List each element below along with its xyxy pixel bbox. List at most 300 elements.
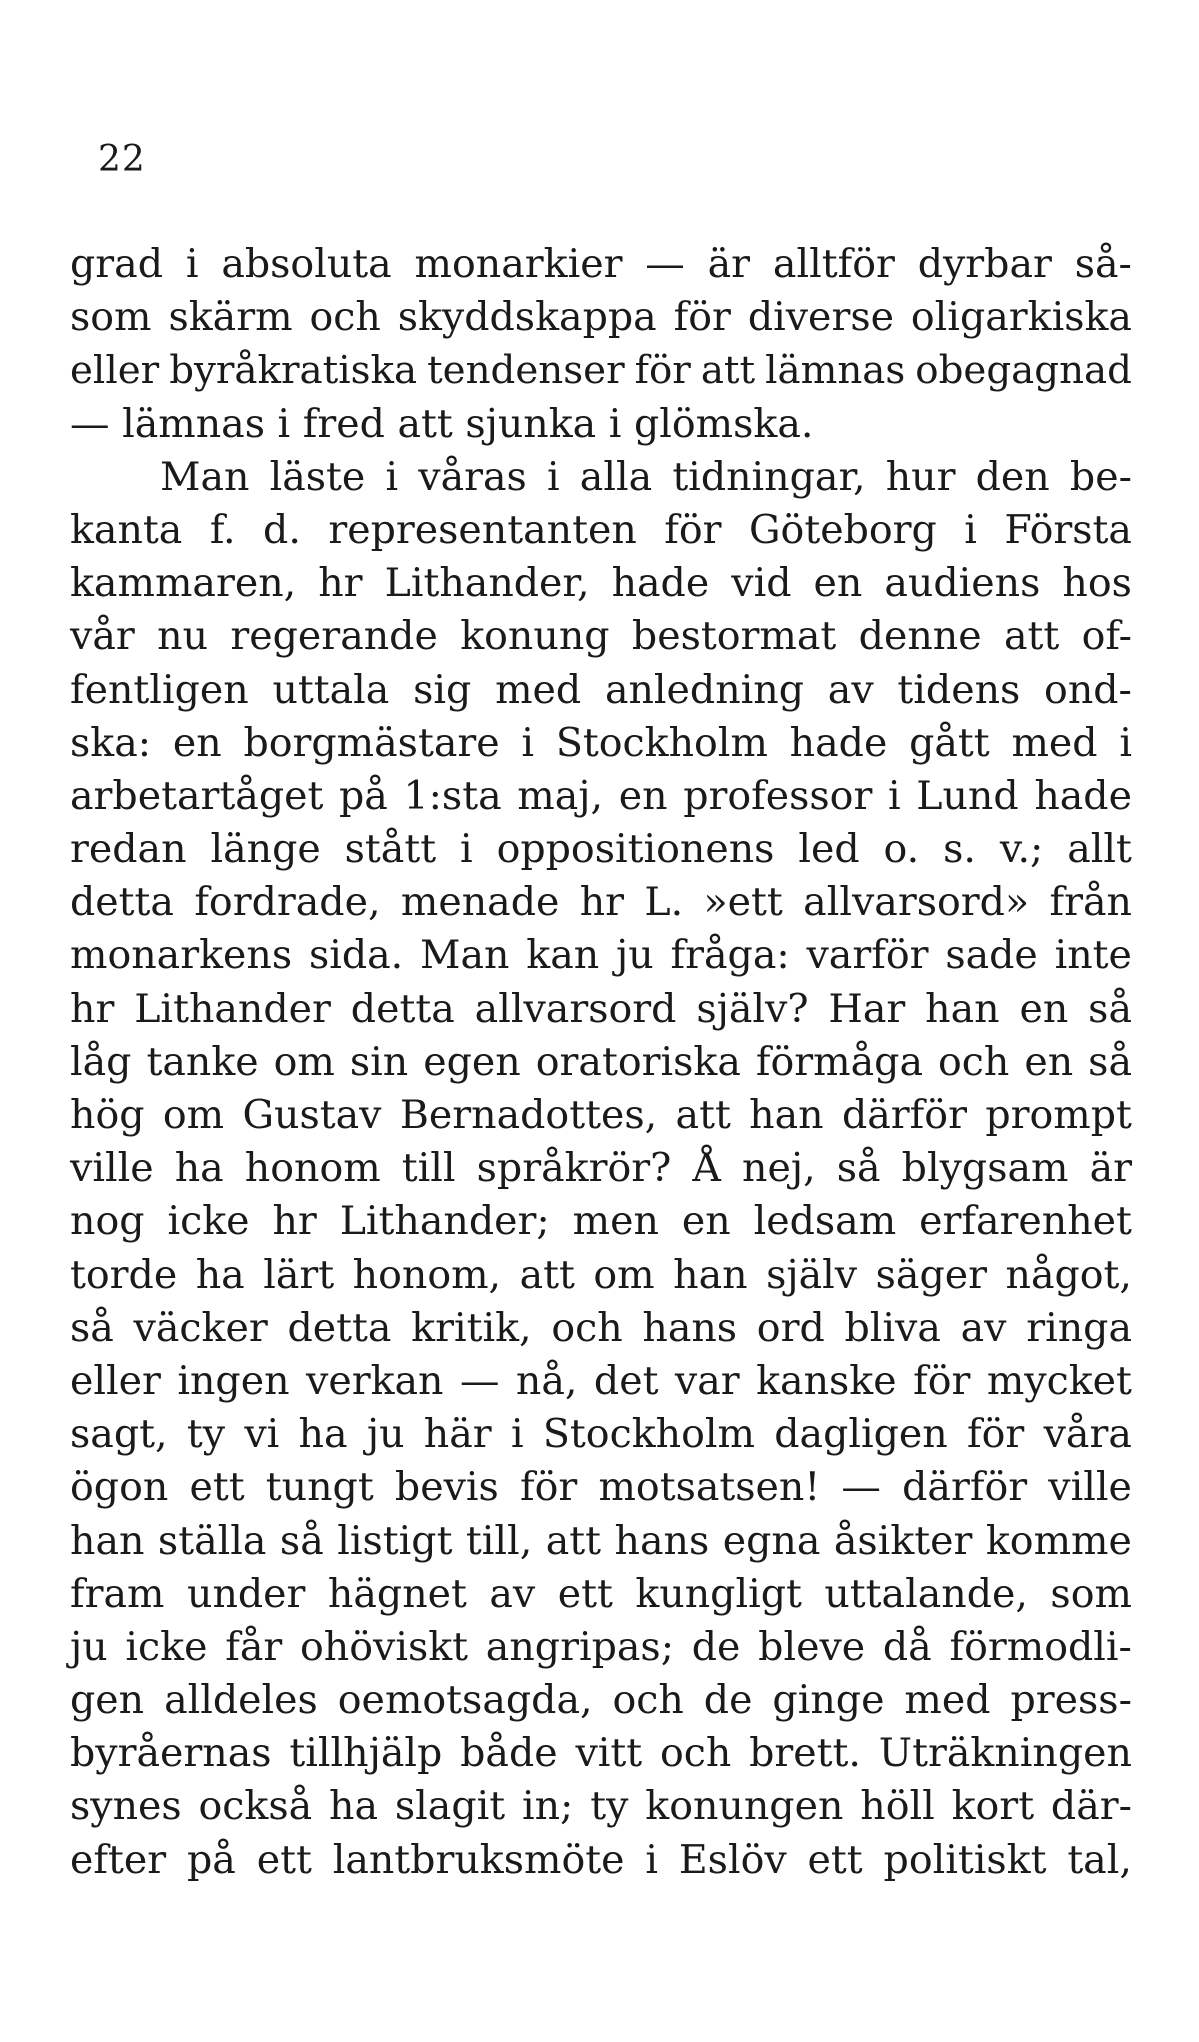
word: s.	[943, 826, 976, 873]
word: ginge	[772, 1677, 885, 1724]
text-line	[70, 1302, 1132, 1355]
word: han	[749, 1092, 824, 1138]
word: slagit	[394, 1783, 506, 1830]
word: för	[664, 506, 722, 553]
word: ha	[329, 1783, 379, 1830]
word: i	[277, 400, 291, 447]
text-line	[70, 1408, 1132, 1461]
word: om	[162, 1092, 225, 1138]
word: för	[913, 1357, 971, 1404]
text-line	[70, 398, 1132, 451]
word: hr	[70, 985, 115, 1032]
word: honom	[244, 1145, 381, 1192]
word: läste	[269, 453, 366, 500]
word: borgmästare	[243, 719, 500, 766]
text-line	[70, 1621, 1132, 1674]
word: förmodli-	[949, 1623, 1132, 1670]
word: att	[397, 400, 453, 447]
word: icke	[125, 1623, 208, 1670]
text-line	[70, 451, 1132, 504]
word: sin	[349, 1038, 409, 1085]
word: ett	[807, 1836, 863, 1883]
text-line	[70, 1834, 1132, 1887]
word: vitt	[575, 1730, 643, 1777]
word: tillhjälp	[289, 1730, 443, 1777]
word: vid	[731, 560, 792, 607]
word: erfarenhet	[919, 1198, 1132, 1245]
word: är	[707, 241, 751, 287]
word: Lund	[916, 772, 1019, 819]
word: kort	[951, 1783, 1035, 1830]
text-line	[70, 1355, 1132, 1408]
word: hos	[1062, 560, 1132, 607]
word: och	[551, 1304, 623, 1351]
word: Man	[160, 453, 250, 500]
word: oratoriska	[535, 1038, 741, 1085]
word: Å	[692, 1145, 721, 1192]
word: sig	[413, 666, 472, 713]
word: ond-	[1044, 666, 1132, 713]
word: 1:sta	[403, 772, 502, 819]
word: monarkier	[414, 241, 623, 287]
word: angripas;	[485, 1623, 675, 1670]
word: politiskt	[883, 1836, 1047, 1883]
word: och	[309, 294, 381, 341]
word: en	[618, 772, 668, 819]
word: från	[1049, 879, 1132, 926]
word: honom,	[352, 1251, 502, 1298]
word: språkrör?	[476, 1145, 672, 1192]
word: detta	[350, 985, 455, 1032]
word: får	[225, 1623, 283, 1670]
word: säger	[875, 1251, 987, 1298]
text-line	[70, 1142, 1132, 1195]
word: Första	[1004, 506, 1132, 553]
word: både	[460, 1730, 558, 1777]
word: ska:	[70, 719, 152, 766]
word: menade	[400, 879, 560, 926]
word: Lithander	[134, 985, 331, 1032]
word: —	[70, 400, 110, 447]
word: eller	[70, 1357, 161, 1404]
text-line	[70, 876, 1132, 929]
word: hade	[789, 719, 888, 766]
word: med	[495, 666, 582, 713]
word: en	[1019, 985, 1069, 1032]
word: höll	[860, 1783, 935, 1830]
text-line	[70, 504, 1132, 557]
word: diverse	[747, 294, 894, 341]
word: of-	[1081, 613, 1132, 660]
word: ju	[366, 1411, 405, 1458]
text-line	[70, 238, 1132, 291]
word: så	[70, 1304, 114, 1351]
word: torde	[70, 1251, 178, 1298]
word: be-	[1069, 453, 1132, 500]
word: för	[634, 348, 691, 394]
word: under	[187, 1570, 306, 1617]
word: byråkratiska	[169, 348, 418, 394]
word: hans	[614, 1517, 710, 1564]
word: alldeles	[164, 1677, 318, 1724]
text-line	[70, 1195, 1132, 1248]
word: L.	[644, 879, 684, 926]
word: nå,	[515, 1357, 578, 1404]
word: tal,	[1067, 1836, 1132, 1883]
word: detta	[70, 879, 174, 926]
word: nog	[70, 1198, 145, 1245]
word: ville	[1048, 1464, 1132, 1511]
word: efter	[70, 1836, 167, 1883]
word: arbetartåget	[70, 772, 324, 819]
word: våras	[418, 453, 527, 500]
word: alltför	[772, 241, 895, 287]
text-line	[70, 1674, 1132, 1727]
word: gått	[909, 719, 990, 766]
word: redan	[70, 826, 187, 873]
word: fordrade,	[194, 879, 381, 926]
word: för	[673, 294, 731, 341]
word: Uträkningen	[878, 1730, 1132, 1777]
word: hade	[611, 560, 710, 607]
word: dyrbar	[917, 241, 1052, 287]
word: gen	[70, 1677, 145, 1724]
word: ställa	[157, 1517, 267, 1564]
word: oemotsagda,	[337, 1677, 593, 1724]
word: —	[645, 241, 685, 287]
word: audiens	[884, 560, 1041, 607]
word: Lithander,	[384, 560, 590, 607]
word: ledsam	[753, 1198, 897, 1245]
word: och	[612, 1677, 684, 1724]
word: en	[813, 560, 863, 607]
word: bliva	[844, 1304, 941, 1351]
word: sida.	[308, 932, 404, 979]
page-number: 22	[98, 139, 146, 180]
word: representanten	[328, 506, 637, 553]
word: i	[385, 453, 399, 500]
word: själv?	[696, 985, 809, 1032]
word: Göteborg	[749, 506, 937, 553]
word: på	[187, 1836, 236, 1883]
word: kritik,	[411, 1304, 532, 1351]
word: väcker	[133, 1304, 268, 1351]
word: Har	[828, 985, 906, 1032]
word: allvarsord»	[803, 879, 1030, 926]
word: ord	[756, 1304, 825, 1351]
word: låg	[70, 1038, 132, 1085]
word: maj,	[517, 772, 604, 819]
word: våra	[1043, 1411, 1132, 1458]
word: tungt	[265, 1464, 374, 1511]
word: mycket	[986, 1357, 1132, 1404]
word: allvarsord	[474, 985, 677, 1032]
word: det	[593, 1357, 659, 1404]
word: monarkens	[70, 932, 293, 979]
word: då	[882, 1623, 932, 1670]
word: ha	[298, 1411, 348, 1458]
word: Stockholm	[555, 719, 768, 766]
text-line	[70, 983, 1132, 1036]
word: byråernas	[70, 1730, 272, 1777]
word: alla	[579, 453, 653, 500]
word: där-	[1050, 1783, 1132, 1830]
word: stått	[344, 826, 437, 873]
word: nu	[157, 613, 209, 660]
word: inte	[1054, 932, 1132, 979]
word: ty	[186, 1411, 226, 1458]
word: led	[798, 826, 860, 873]
word: i	[645, 1836, 658, 1883]
word: blygsam	[901, 1145, 1069, 1192]
word: varför	[806, 932, 929, 979]
word: med	[904, 1677, 991, 1724]
word: tidens	[897, 666, 1021, 713]
word: v.;	[999, 826, 1044, 873]
word: att	[545, 1517, 602, 1564]
word: fråga:	[670, 932, 790, 979]
word: denne	[858, 613, 982, 660]
word: i	[185, 241, 199, 287]
word: in;	[521, 1783, 574, 1830]
word: men	[572, 1198, 659, 1245]
text-line	[70, 610, 1132, 663]
word: i	[964, 506, 977, 553]
text-line	[70, 344, 1132, 397]
word: absoluta	[221, 241, 392, 287]
word: icke	[167, 1198, 250, 1245]
word: Eslöv	[678, 1836, 787, 1883]
word: prompt	[985, 1092, 1132, 1138]
word: hr	[272, 1198, 317, 1245]
text-line	[70, 291, 1132, 344]
word: att	[700, 348, 756, 394]
text-line	[70, 1036, 1132, 1089]
text-line	[70, 717, 1132, 770]
word: fentligen	[70, 666, 249, 713]
word: en	[172, 719, 222, 766]
word: kungligt	[635, 1570, 802, 1617]
word: ju	[70, 1623, 108, 1670]
word: bevis	[394, 1464, 499, 1511]
word: fram	[70, 1570, 165, 1617]
word: i	[521, 719, 535, 766]
word: konung	[460, 613, 610, 660]
word: d.	[263, 506, 301, 553]
word: de	[703, 1677, 753, 1724]
word: o.	[883, 826, 920, 873]
word: anledning	[604, 666, 805, 713]
word: dagligen	[774, 1411, 948, 1458]
word: motsatsen!	[598, 1464, 821, 1511]
word: hr	[318, 560, 363, 607]
word: kanta	[70, 506, 183, 553]
word: »ett	[703, 879, 783, 926]
text-line	[70, 1515, 1132, 1568]
word: Lithander;	[339, 1198, 550, 1245]
word: för	[967, 1411, 1025, 1458]
word: av	[489, 1570, 536, 1617]
word: att	[519, 1251, 575, 1298]
word: detta	[287, 1304, 392, 1351]
word: och	[659, 1730, 732, 1777]
word: sjunka	[465, 400, 597, 447]
word: som	[70, 294, 152, 341]
word: om	[593, 1251, 655, 1298]
word: synes	[70, 1783, 182, 1830]
word: obegagnad	[915, 348, 1132, 394]
word: skyddskappa	[397, 294, 657, 341]
word: länge	[210, 826, 321, 873]
word: sagt,	[70, 1411, 168, 1458]
word: han	[70, 1517, 145, 1564]
word: hans	[642, 1304, 738, 1351]
word: att	[1003, 613, 1060, 660]
text-line	[70, 1249, 1132, 1302]
text-line	[70, 664, 1132, 717]
word: ha	[174, 1145, 224, 1192]
text-line	[70, 770, 1132, 823]
word: och	[938, 1038, 1010, 1085]
word: förmåga	[755, 1038, 923, 1085]
word: ville	[70, 1145, 154, 1192]
word: hur	[885, 453, 956, 500]
word: fred	[302, 400, 385, 447]
word: uttalande,	[824, 1570, 1028, 1617]
word: egna	[722, 1517, 821, 1564]
word: han	[925, 985, 1000, 1032]
word: här	[423, 1411, 492, 1458]
word: att	[675, 1092, 731, 1138]
text-line	[70, 1089, 1132, 1142]
word: kammaren,	[70, 560, 297, 607]
word: nej,	[742, 1145, 816, 1192]
word: så	[1088, 1038, 1132, 1085]
word: hög	[70, 1092, 145, 1138]
word: var	[674, 1357, 740, 1404]
word: i	[510, 1411, 524, 1458]
word: kan	[526, 932, 600, 979]
word: lämnas	[765, 348, 906, 394]
word: så	[1088, 985, 1132, 1032]
word: lantbruksmöte	[332, 1836, 625, 1883]
word: —	[459, 1357, 500, 1404]
word: åsikter	[833, 1517, 973, 1564]
text-line	[70, 1780, 1132, 1833]
word: bestormat	[631, 613, 837, 660]
word: hägnet	[327, 1570, 467, 1617]
text-line	[70, 823, 1132, 876]
word: verkan	[306, 1357, 444, 1404]
word: som	[1050, 1570, 1132, 1617]
word: glömska.	[633, 400, 814, 447]
word: ringa	[1026, 1304, 1132, 1351]
word: de	[691, 1623, 741, 1670]
word: i	[460, 826, 473, 873]
word: till,	[465, 1517, 533, 1564]
word: ett	[256, 1836, 312, 1883]
word: egen	[423, 1038, 521, 1085]
word: är	[1089, 1145, 1132, 1192]
text-line	[70, 1461, 1132, 1514]
word: sade	[945, 932, 1038, 979]
word: Stockholm	[542, 1411, 755, 1458]
word: Bernadottes,	[399, 1092, 658, 1138]
word: av	[960, 1304, 1007, 1351]
text-line	[70, 1727, 1132, 1780]
word: vi	[244, 1411, 280, 1458]
word: ett	[189, 1464, 245, 1511]
word: ögon	[70, 1464, 169, 1511]
word: eller	[70, 348, 160, 394]
word: en	[681, 1198, 731, 1245]
word: av	[827, 666, 874, 713]
word: hade	[1034, 772, 1132, 819]
word: för	[519, 1464, 578, 1511]
word: oligarkiska	[910, 294, 1132, 341]
word: vår	[70, 613, 135, 660]
word: något,	[1005, 1251, 1132, 1298]
word: till	[401, 1145, 456, 1192]
word: också	[198, 1783, 313, 1830]
word: ingen	[177, 1357, 290, 1404]
word: oppositionens	[496, 826, 775, 873]
word: i	[546, 453, 560, 500]
word: tendenser	[427, 348, 625, 394]
text-line	[70, 1568, 1132, 1621]
word: den	[975, 453, 1050, 500]
word: bleve	[758, 1623, 866, 1670]
word: så	[836, 1145, 881, 1192]
word: på	[339, 772, 388, 819]
word: ett	[557, 1570, 613, 1617]
word: f.	[209, 506, 236, 553]
word: så-	[1074, 241, 1132, 287]
word: lämnas	[122, 400, 265, 447]
word: så	[279, 1517, 324, 1564]
word: en	[1024, 1038, 1074, 1085]
word: i	[887, 772, 901, 819]
word: i	[1119, 719, 1132, 766]
word: lärt	[263, 1251, 335, 1298]
word: brett.	[749, 1730, 861, 1777]
word: konungen	[645, 1783, 844, 1830]
word: komme	[985, 1517, 1132, 1564]
word: grad	[70, 241, 164, 287]
word: tanke	[146, 1038, 259, 1085]
word: allt	[1067, 826, 1132, 873]
body-text	[70, 238, 1132, 1887]
word: han	[673, 1251, 748, 1298]
word: i	[608, 400, 622, 447]
word: listigt	[337, 1517, 453, 1564]
word: själv	[766, 1251, 858, 1298]
word: skärm	[168, 294, 293, 341]
word: därför	[841, 1092, 967, 1138]
word: professor	[683, 772, 873, 819]
word: regerande	[230, 613, 438, 660]
word: ohöviskt	[300, 1623, 469, 1670]
word: —	[841, 1464, 881, 1511]
word: hr	[579, 879, 625, 926]
word: tidningar,	[672, 453, 866, 500]
word: ha	[195, 1251, 245, 1298]
word: Man	[420, 932, 510, 979]
word: press-	[1010, 1677, 1132, 1724]
word: ju	[616, 932, 654, 979]
word: därför	[902, 1464, 1028, 1511]
word: ty	[590, 1783, 629, 1830]
